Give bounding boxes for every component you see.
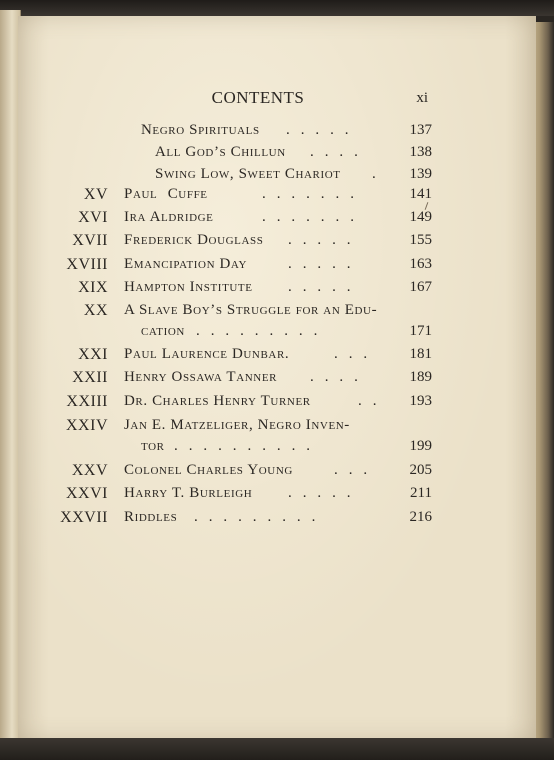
entry-page-number: 193 (409, 393, 432, 409)
entry-title: cation (141, 323, 185, 339)
toc-entry (18, 209, 536, 231)
dot-leader: . . . . (310, 369, 362, 385)
entry-title: A Slave Boy’s Struggle for an Edu- (124, 302, 378, 318)
running-head-title: CONTENTS (211, 88, 305, 107)
entry-title: Dr. Charles Henry Turner (124, 393, 311, 409)
chapter-number: XXIII (66, 393, 108, 410)
toc-entry (18, 509, 536, 531)
entry-page-number: 138 (409, 144, 432, 160)
entry-title: Frederick Douglass (124, 232, 264, 248)
chapter-number: XXII (72, 369, 108, 386)
entry-page-number: 199 (409, 438, 432, 454)
chapter-number: XIX (78, 279, 108, 296)
entry-title: Jan E. Matzeliger, Negro Inven- (124, 417, 350, 433)
dot-leader: . . . . . (286, 122, 353, 138)
entry-page-number: 211 (410, 485, 432, 501)
chapter-number: XVIII (66, 256, 108, 273)
toc-entry (18, 144, 536, 166)
entry-page-number: 189 (409, 369, 432, 385)
entry-page-number: 181 (409, 346, 432, 362)
entry-title: Paul Laurence Dunbar. (124, 346, 290, 362)
entry-page-number: 137 (409, 122, 432, 138)
dot-leader: . . . . . . . . . . (174, 438, 314, 454)
book-page (18, 16, 536, 740)
dot-leader: . . . . . . . . . (194, 509, 319, 525)
dot-leader: . . . (334, 462, 371, 478)
entry-page-number: 171 (409, 323, 432, 339)
dot-leader: . . . . . . . (262, 209, 358, 225)
toc-entry (18, 369, 536, 391)
running-head-page-number: xi (416, 90, 428, 106)
chapter-number: XXV (71, 462, 108, 479)
toc-entry (18, 232, 536, 254)
entry-page-number: 139 (409, 166, 432, 182)
toc-entry (18, 323, 536, 345)
chapter-number: XXVI (66, 485, 108, 502)
dot-leader: . (372, 166, 380, 182)
chapter-number: XVII (72, 232, 108, 249)
chapter-number: XV (83, 186, 108, 203)
book-cover-top (0, 0, 554, 16)
dot-leader: . . . (334, 346, 371, 362)
toc-entry (18, 438, 536, 460)
entry-title: Emancipation Day (124, 256, 247, 272)
entry-title: Negro Spirituals (141, 122, 260, 138)
toc-entry (18, 302, 536, 324)
toc-entry (18, 166, 536, 188)
dot-leader: . . . . . (288, 232, 355, 248)
book-cover-bottom (0, 738, 554, 760)
entry-title: All God’s Chillun (155, 144, 286, 160)
toc-entry (18, 122, 536, 144)
entry-page-number: 141 (409, 186, 432, 202)
entry-title: Swing Low, Sweet Chariot (155, 166, 341, 182)
toc-entry (18, 417, 536, 439)
toc-entry (18, 279, 536, 301)
entry-page-number: 216 (409, 509, 432, 525)
dot-leader: . . . . . . . . . (196, 323, 321, 339)
toc-entry (18, 393, 536, 415)
dot-leader: . . . . . (288, 256, 355, 272)
dot-leader: . . . . . (288, 279, 355, 295)
toc-entry (18, 462, 536, 484)
chapter-number: XXI (78, 346, 108, 363)
entry-page-number: 163 (409, 256, 432, 272)
entry-title: Riddles (124, 509, 178, 525)
dot-leader: . . . . (310, 144, 362, 160)
entry-title: Ira Aldridge (124, 209, 214, 225)
entry-title: Paul Cuffe (124, 186, 208, 202)
entry-page-number: 149 (409, 209, 432, 225)
dot-leader: . . . . . . . (262, 186, 358, 202)
dot-leader: . . . . . (288, 485, 355, 501)
chapter-number: XVI (78, 209, 108, 226)
chapter-number: XXIV (66, 417, 108, 434)
toc-entry (18, 256, 536, 278)
entry-title: Hampton Institute (124, 279, 253, 295)
entry-title: Harry T. Burleigh (124, 485, 253, 501)
dot-leader: . . (358, 393, 381, 409)
chapter-number: XX (83, 302, 108, 319)
entry-title: Colonel Charles Young (124, 462, 293, 478)
entry-page-number: 205 (409, 462, 432, 478)
entry-page-number: 155 (409, 232, 432, 248)
toc-entry (18, 485, 536, 507)
entry-title: tor (141, 438, 165, 454)
chapter-number: XXVII (60, 509, 108, 526)
entry-title: Henry Ossawa Tanner (124, 369, 278, 385)
toc-entry (18, 186, 536, 208)
entry-page-number: 167 (409, 279, 432, 295)
toc-entry (18, 346, 536, 368)
